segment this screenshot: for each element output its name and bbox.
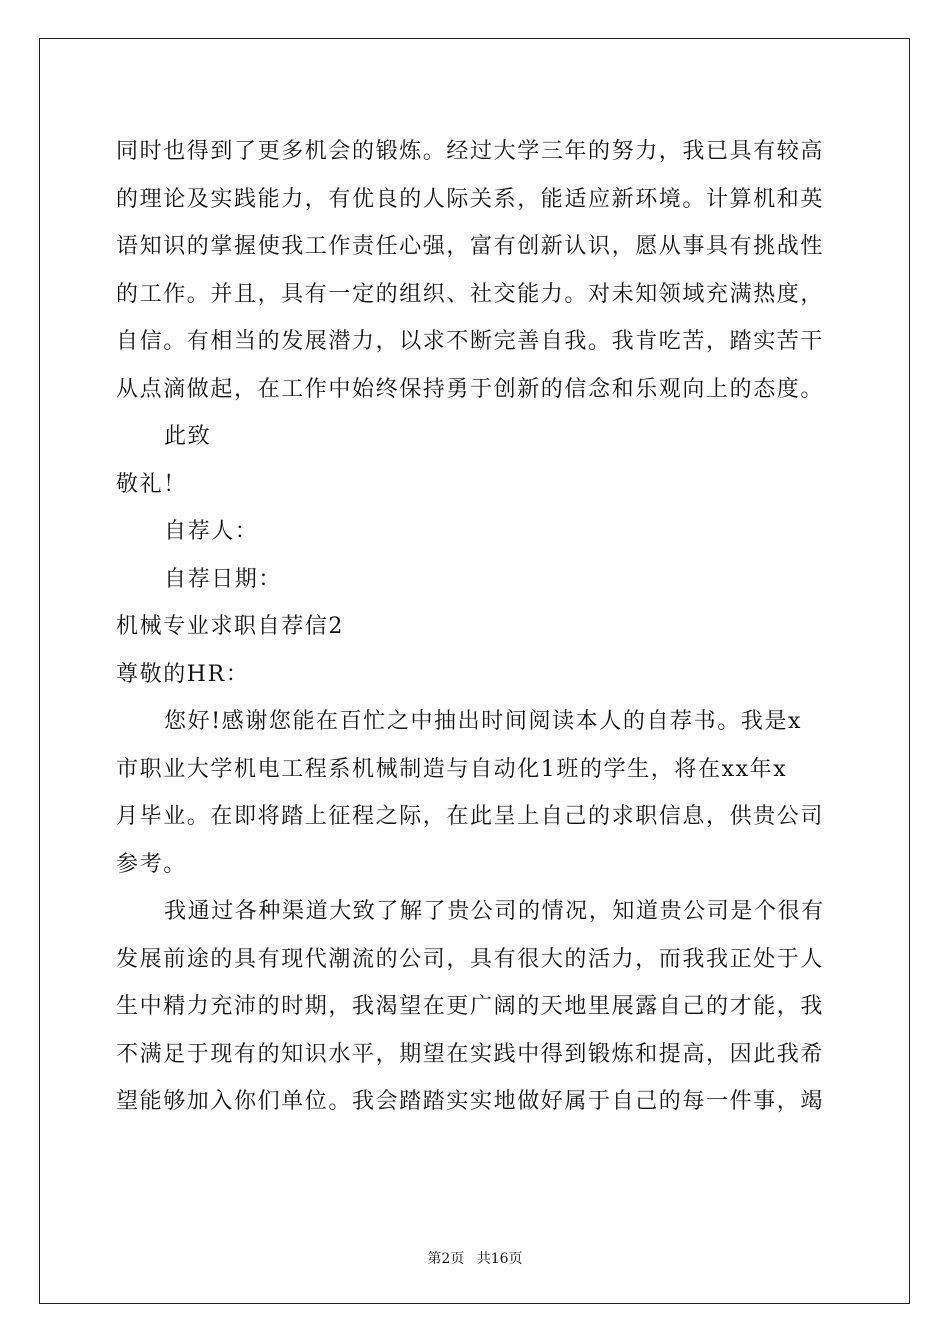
text-line: 不满足于现有的知识水平，期望在实践中得到锻炼和提高，因此我希 [116,1041,825,1067]
page-number: 第2页 [427,1251,465,1267]
text-line: 语知识的掌握使我工作责任心强，富有创新认识，愿从事具有挑战性 [116,234,825,259]
text-line: 参考。 [116,851,187,877]
page-total: 共16页 [476,1251,523,1267]
text-line: 市职业大学机电工程系机械制造与自动化1班的学生，将在xx年x [116,756,788,782]
text-line: 自荐人： [164,519,259,544]
text-line: 发展前途的具有现代潮流的公司，具有很大的活力，而我我正处于人 [116,946,825,972]
text-line: 此致 [164,424,212,449]
text-line: 从点滴做起，在工作中始终保持勇于创新的信念和乐观向上的态度。 [116,376,825,402]
page-footer [0,1248,950,1268]
text-line: 您好!感谢您能在百忙之中抽出时间阅读本人的自荐书。我是x [164,709,803,734]
text-line: 机械专业求职自荐信2 [116,614,344,639]
text-line: 自信。有相当的发展潜力，以求不断完善自我。我肯吃苦，踏实苦干 [116,329,825,354]
text-line: 生中精力充沛的时期，我渴望在更广阔的天地里展露自己的才能，我 [116,994,825,1019]
text-line: 尊敬的HR： [116,661,250,687]
text-line: 的理论及实践能力，有优良的人际关系，能适应新环境。计算机和英 [116,186,825,212]
text-line: 的工作。并且，具有一定的组织、社交能力。对未知领域充满热度， [116,281,825,307]
text-line: 同时也得到了更多机会的锻炼。经过大学三年的努力，我已具有较高 [116,139,825,164]
document-body [116,128,836,1126]
text-line: 月毕业。在即将踏上征程之际，在此呈上自己的求职信息，供贵公司 [116,804,825,829]
text-line: 敬礼！ [116,471,187,497]
text-line: 望能够加入你们单位。我会踏踏实实地做好属于自己的每一件事，竭 [116,1089,825,1114]
text-line: 自荐日期： [164,566,283,592]
text-line: 我通过各种渠道大致了解了贵公司的情况，知道贵公司是个很有 [164,899,825,924]
